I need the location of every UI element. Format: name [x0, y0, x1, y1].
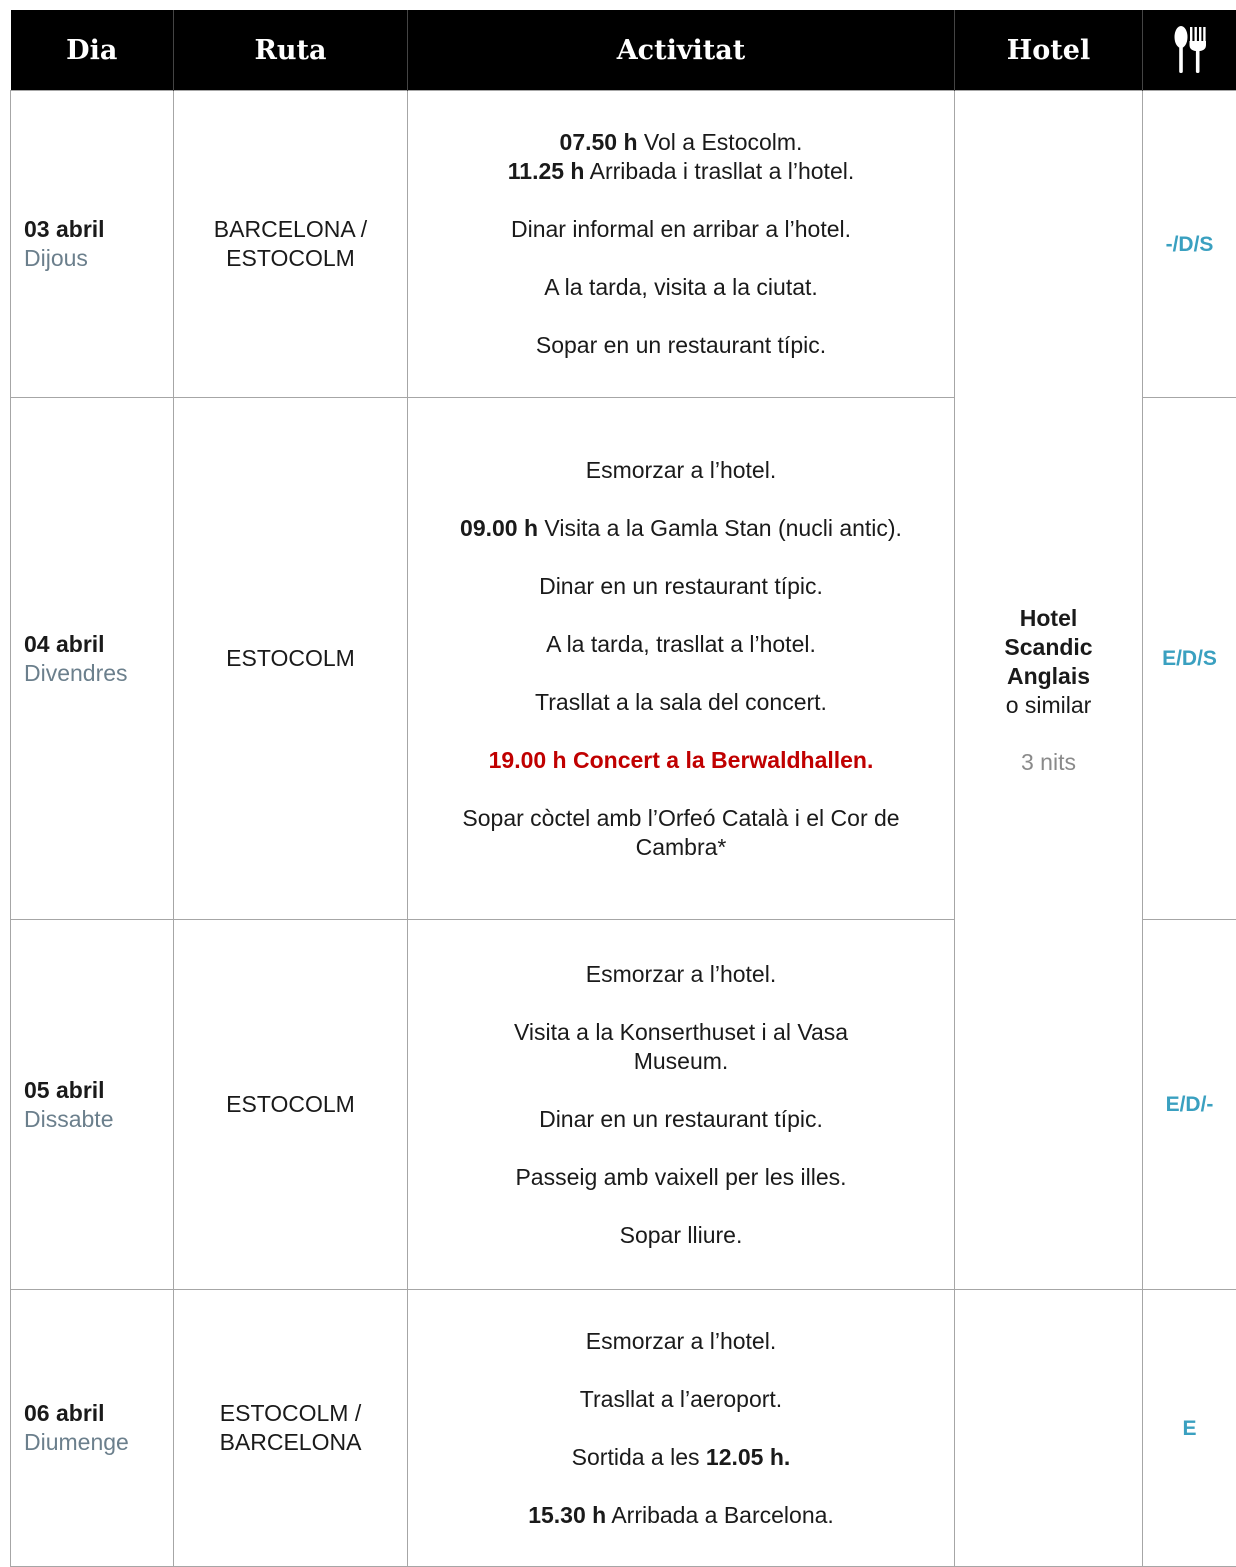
table-row [11, 1290, 1236, 1567]
day-weekday: Dijous [24, 244, 165, 273]
day-date: 04 abril [24, 630, 165, 659]
activity-item: 15.30 h Arribada a Barcelona. [416, 1501, 946, 1530]
activity-item: 09.00 h Visita a la Gamla Stan (nucli antic). [416, 514, 946, 543]
day-weekday: Diumenge [24, 1428, 165, 1457]
route-cell: ESTOCOLM [174, 398, 408, 920]
hotel-nights: 3 nits [963, 748, 1134, 777]
activity-item: Dinar informal en arribar a l’hotel. [416, 215, 946, 244]
activity-item: Visita a la Konserthuset i al Vasa Museum. [416, 1018, 946, 1076]
day-date: 05 abril [24, 1076, 165, 1105]
meal-code: E [1143, 1290, 1236, 1567]
fork-knife-icon [1173, 26, 1207, 74]
activity-item: Dinar en un restaurant típic. [416, 572, 946, 601]
header-dia: Dia [11, 10, 174, 91]
activity-item: Passeig amb vaixell per les illes. [416, 1163, 946, 1192]
table-row [11, 91, 1236, 398]
day-cell [11, 91, 174, 398]
activity-cell [408, 398, 955, 920]
activity-item: Sortida a les 12.05 h. [416, 1443, 946, 1472]
day-weekday: Divendres [24, 659, 165, 688]
table-header-row [11, 10, 1236, 91]
route-cell: ESTOCOLM [174, 920, 408, 1290]
activity-cell [408, 920, 955, 1290]
day-date: 03 abril [24, 215, 165, 244]
hotel-similar: o similar [963, 691, 1134, 720]
activity-item: Trasllat a la sala del concert. [416, 688, 946, 717]
hotel-cell [955, 91, 1143, 1290]
activity-item: Trasllat a l’aeroport. [416, 1385, 946, 1414]
activity-cell [408, 1290, 955, 1567]
meal-code: E/D/- [1143, 920, 1236, 1290]
activity-item: Sopar còctel amb l’Orfeó Català i el Cor de Cambra* [416, 804, 946, 862]
route-cell: ESTOCOLM / BARCELONA [174, 1290, 408, 1567]
header-activitat: Activitat [408, 10, 955, 91]
activity-item: Sopar lliure. [416, 1221, 946, 1250]
itinerary-table [10, 10, 1236, 1567]
meal-code: E/D/S [1143, 398, 1236, 920]
header-meals [1143, 10, 1236, 91]
header-ruta: Ruta [174, 10, 408, 91]
activity-item: Dinar en un restaurant típic. [416, 1105, 946, 1134]
activity-item: Sopar en un restaurant típic. [416, 331, 946, 360]
header-hotel: Hotel [955, 10, 1143, 91]
meal-code: -/D/S [1143, 91, 1236, 398]
day-weekday: Dissabte [24, 1105, 165, 1134]
activity-item: 07.50 h Vol a Estocolm. 11.25 h Arribada i trasllat a l’hotel. [416, 128, 946, 186]
activity-item: Esmorzar a l’hotel. [416, 960, 946, 989]
day-cell [11, 920, 174, 1290]
activity-cell [408, 91, 955, 398]
itinerary-sheet [10, 10, 1236, 1567]
activity-item: Esmorzar a l’hotel. [416, 1327, 946, 1356]
activity-item: A la tarda, visita a la ciutat. [416, 273, 946, 302]
activity-item: Esmorzar a l’hotel. [416, 456, 946, 485]
day-cell [11, 1290, 174, 1567]
activity-item: A la tarda, trasllat a l’hotel. [416, 630, 946, 659]
concert-highlight: 19.00 h Concert a la Berwaldhallen. [416, 746, 946, 775]
route-cell: BARCELONA / ESTOCOLM [174, 91, 408, 398]
day-date: 06 abril [24, 1399, 165, 1428]
hotel-cell-empty [955, 1290, 1143, 1567]
day-cell [11, 398, 174, 920]
hotel-name: Hotel Scandic Anglais [963, 604, 1134, 691]
